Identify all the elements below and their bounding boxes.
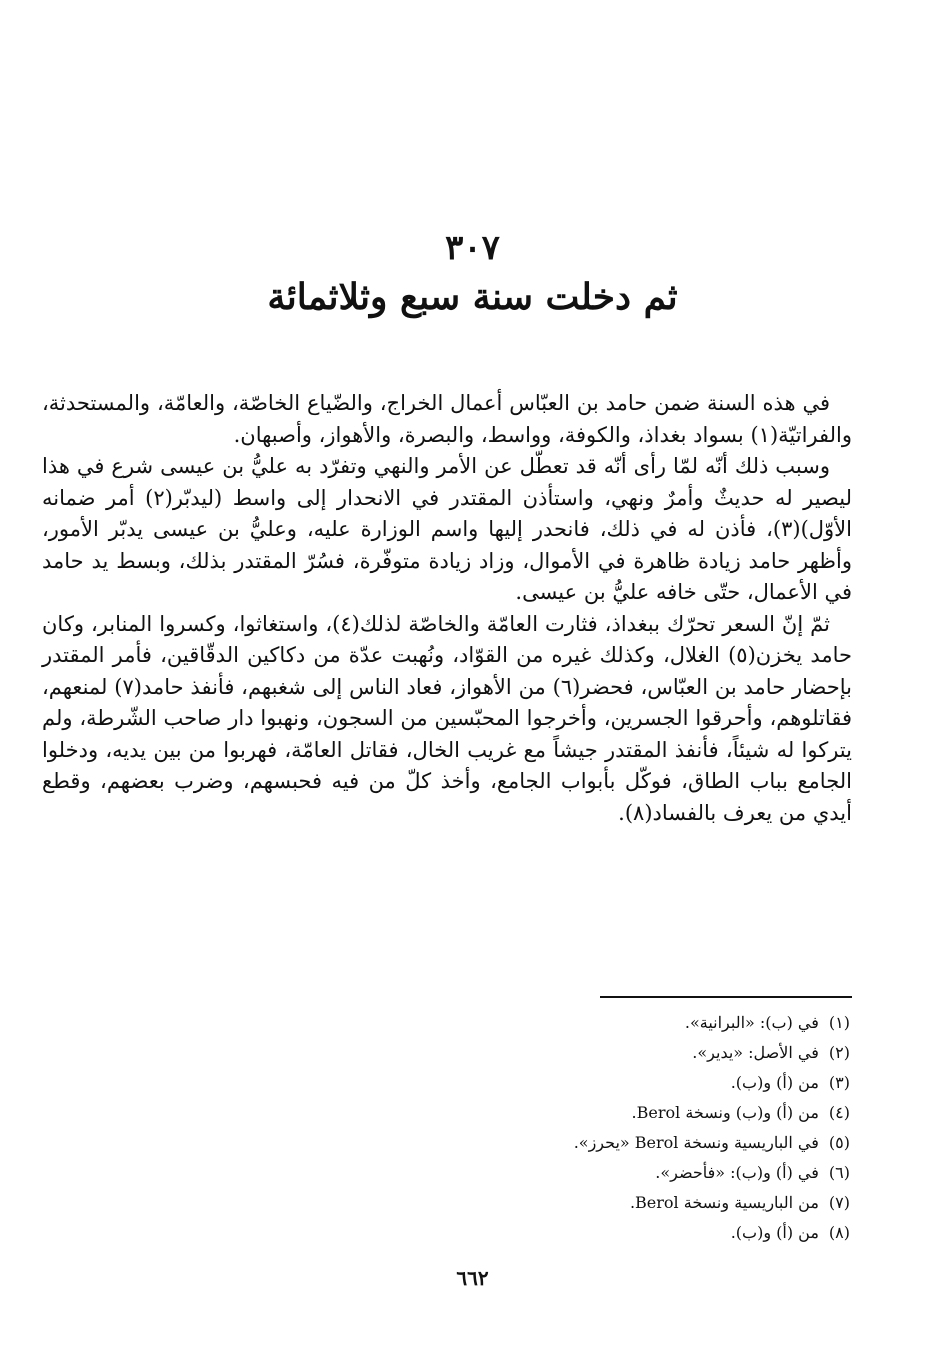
footnote-text: في الباريسية ونسخة Berol «يحرز». (573, 1133, 819, 1152)
footnote (90, 1218, 850, 1248)
footnote-number: (٢) (828, 1043, 850, 1062)
footnote-text: من (أ) و(ب). (730, 1073, 819, 1092)
footnote-number: (٣) (828, 1073, 850, 1092)
footnote-divider (600, 996, 852, 998)
footnote (90, 1158, 850, 1188)
footnote-number: (١) (828, 1013, 850, 1032)
page-number: ٦٦٢ (456, 1266, 489, 1290)
footnote (90, 1068, 850, 1098)
paragraph: في هذه السنة ضمن حامد بن العبّاس أعمال الخراج، والضّياع الخاصّة، والعامّة، والمستحدثة، والفراتيّة(١) بسواد بغداذ، والكوفة، وواسط، والبصرة، والأهواز، وأصبهان. (42, 391, 852, 447)
footnote-number: (٥) (828, 1133, 850, 1152)
paragraph: ثمّ إنّ السعر تحرّك ببغداذ، فثارت العامّة والخاصّة لذلك(٤)، واستغاثوا، وكسروا المنابر، وكان حامد يخزن(٥) الغلال، وكذلك غيره من القوّاد، ونُهبت عدّة من دكاكين الدقّاقين، فأمر المقتدر بإحضار حامد بن العبّاس، فحضر(٦) من الأهواز، فعاد الناس إلى شغبهم، فأنفذ حامد(٧) لمنعهم، فقاتلوهم، وأحرقوا الجسرين، وأخرجوا المحبّسين من السجون، ونهبوا دار صاحب الشّرطة، ولم يتركوا له شيئاً، فأنفذ المقتدر جيشاً مع غريب الخال، فقاتل العامّة، فهربوا من بين يديه، ودخلوا الجامع بباب الطاق، فوكّل بأبواب الجامع، وأخذ كلّ من فيه فحبسهم، وضرب بعضهم، وقطع أيدي من يعرف بالفساد(٨). (42, 611, 852, 825)
footnote-text: من (أ) و(ب) ونسخة Berol. (631, 1103, 819, 1122)
paragraph: وسبب ذلك أنّه لمّا رأى أنّه قد تعطّل عن الأمر والنهي وتفرّد به عليُّ بن عيسى شرع في هذا ليصير له حديثٌ وأمرٌ ونهي، واستأذن المقتدر في الانحدار إلى واسط (ليدبّر(٢) أمر ضمانه الأوّل)(٣)، فأذن له في ذلك، فانحدر إليها واسم الوزارة عليه، وعليُّ بن عيسى يدبّر الأمور، وأظهر حامد زيادة ظاهرة في الأموال، وزاد زيادة متوفّرة، فسُرّ المقتدر بذلك، وبسط يد حامد في الأعمال، حتّى خافه عليُّ بن عيسى. (42, 454, 852, 604)
section-number: ٣٠٧ (445, 228, 500, 268)
section-title: ثم دخلت سنة سبع وثلاثمائة (267, 276, 678, 318)
footnote-number: (٨) (828, 1223, 850, 1242)
footnote-number: (٧) (828, 1193, 850, 1212)
footnote-text: من الباريسية ونسخة Berol. (629, 1193, 819, 1212)
footnote (90, 1128, 850, 1158)
footnote-number: (٤) (828, 1103, 850, 1122)
footnote (90, 1008, 850, 1038)
footnote-text: في (أ) و(ب): «فأحضر». (655, 1163, 819, 1182)
footnotes-list (90, 1008, 850, 1248)
footnote-text: من (أ) و(ب). (730, 1223, 819, 1242)
footnote (90, 1188, 850, 1218)
footnote-number: (٦) (828, 1163, 850, 1182)
footnote-text: في (ب): «البرانية». (684, 1013, 819, 1032)
footnote (90, 1098, 850, 1128)
footnote-text: في الأصل: «يدير». (692, 1043, 819, 1062)
body-text (42, 388, 852, 829)
footnote (90, 1038, 850, 1068)
